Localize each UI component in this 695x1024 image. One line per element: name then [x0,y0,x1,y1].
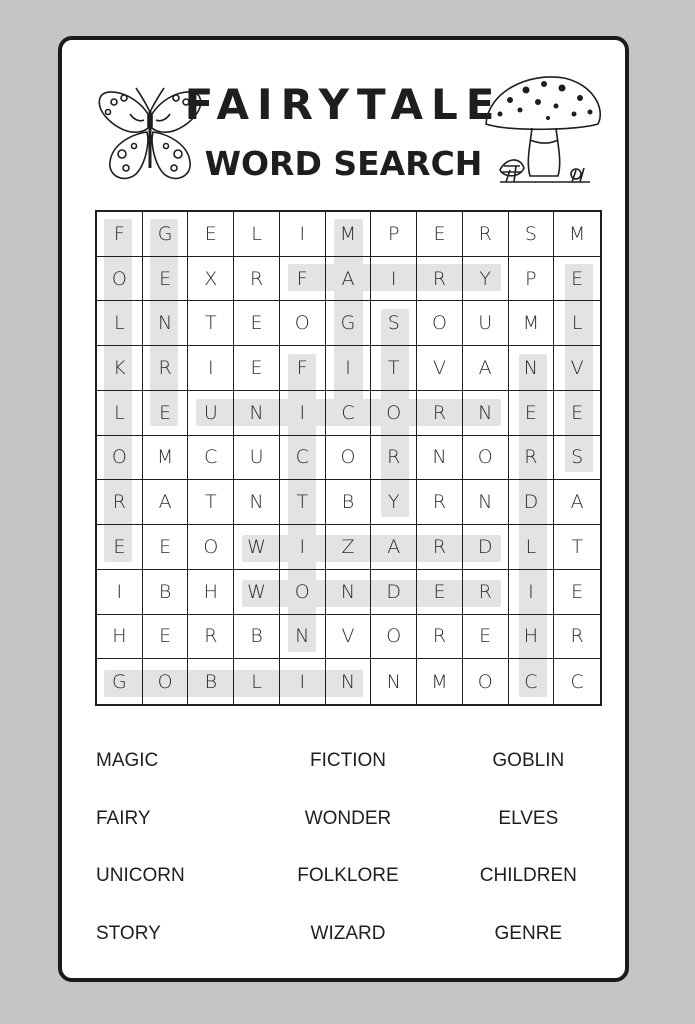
grid-cell[interactable]: D [463,525,509,570]
word-list-item: FICTION [309,750,386,771]
word-search-grid [95,210,602,706]
grid-cell[interactable]: I [280,212,326,257]
grid-cell[interactable]: E [143,615,189,660]
grid-cell[interactable]: G [97,659,143,704]
grid-cell[interactable]: D [371,570,417,615]
word-list-item: FAIRY [96,807,151,829]
grid-cell[interactable]: F [97,212,143,257]
grid-cell[interactable]: I [280,659,326,704]
grid-cell[interactable]: N [234,480,280,525]
grid-cell[interactable]: N [326,659,372,704]
word-list-item: GOBLIN [492,750,565,771]
grid-cell[interactable]: H [509,615,555,660]
grid-cell[interactable]: L [234,212,280,257]
title-word-search: WORD SEARCH [204,144,483,183]
grid-cell[interactable]: S [371,301,417,346]
grid-cell[interactable]: V [554,346,600,391]
grid-cell[interactable]: L [509,525,555,570]
grid-cell[interactable]: Z [326,525,372,570]
grid-cell[interactable]: E [554,570,600,615]
grid-cell[interactable]: N [234,391,280,436]
grid-cell[interactable]: G [143,212,189,257]
grid-cell[interactable]: O [280,301,326,346]
grid-cell[interactable]: R [417,615,463,660]
grid-cell[interactable]: Y [463,257,509,302]
grid-cell[interactable]: T [554,525,600,570]
grid-cell[interactable]: O [463,659,509,704]
grid-cell[interactable]: O [417,301,463,346]
grid-cell[interactable]: T [188,480,234,525]
grid-cell[interactable]: B [326,480,372,525]
grid-cell[interactable]: C [509,659,555,704]
grid-cell[interactable]: C [188,436,234,481]
word-list-item: STORY [96,922,161,944]
grid-cell[interactable]: S [554,436,600,481]
grid-cell[interactable]: I [188,346,234,391]
grid-cell[interactable]: O [188,525,234,570]
grid-cell[interactable]: I [280,525,326,570]
grid-cell[interactable]: E [509,391,555,436]
grid-cell[interactable]: M [326,212,372,257]
grid-cell[interactable]: F [280,346,326,391]
grid-cell[interactable]: I [280,391,326,436]
grid-cell[interactable]: N [509,346,555,391]
grid-cell[interactable]: N [143,301,189,346]
grid-cell[interactable]: R [417,480,463,525]
grid-cell[interactable]: U [463,301,509,346]
grid-cell[interactable]: R [463,212,509,257]
grid-cell[interactable]: M [554,212,600,257]
word-list-item: MAGIC [96,750,159,771]
grid-cell[interactable]: R [371,436,417,481]
grid-cell[interactable]: A [463,346,509,391]
grid-cell[interactable]: Y [371,480,417,525]
grid-cell[interactable]: U [234,436,280,481]
grid-cell[interactable]: P [509,257,555,302]
word-list-item: FOLKLORE [297,865,399,886]
grid-cell[interactable]: M [417,659,463,704]
grid-cell[interactable]: H [97,615,143,660]
grid-cell[interactable]: N [371,659,417,704]
grid-cell[interactable]: K [97,346,143,391]
grid-cell[interactable]: D [509,480,555,525]
grid-cell[interactable]: R [554,615,600,660]
grid-cell[interactable]: N [463,391,509,436]
grid-cell[interactable]: O [371,391,417,436]
grid-cell[interactable]: B [234,615,280,660]
puzzle-sheet [58,36,629,982]
grid-cell[interactable]: E [417,570,463,615]
grid-cell[interactable]: E [417,212,463,257]
grid-cell[interactable]: N [463,480,509,525]
grid-cell[interactable]: G [326,301,372,346]
grid-cell[interactable]: R [417,525,463,570]
grid-cell[interactable]: T [188,301,234,346]
grid-cell[interactable]: O [371,615,417,660]
grid-cell[interactable]: R [97,480,143,525]
grid-cell[interactable]: X [188,257,234,302]
grid-cell[interactable]: E [97,525,143,570]
word-list-item: CHILDREN [479,865,577,886]
grid-cell[interactable]: S [509,212,555,257]
grid-cell[interactable]: V [417,346,463,391]
grid-cell[interactable]: R [143,346,189,391]
grid-cell[interactable]: R [188,615,234,660]
grid-cell[interactable]: N [280,615,326,660]
grid-cell[interactable]: I [97,570,143,615]
grid-cell[interactable]: E [188,212,234,257]
grid-cell[interactable]: L [97,301,143,346]
grid-cell[interactable]: R [463,570,509,615]
grid-cell[interactable]: A [326,257,372,302]
grid-cell[interactable]: R [417,391,463,436]
grid-cell[interactable]: I [326,346,372,391]
word-list-item: ELVES [498,807,559,829]
grid-cell[interactable]: T [371,346,417,391]
grid-cell[interactable]: H [188,570,234,615]
grid-cell[interactable]: L [97,391,143,436]
grid-cell[interactable]: E [143,525,189,570]
grid-cell[interactable]: R [417,257,463,302]
grid-cell[interactable]: E [143,391,189,436]
word-list-item: GENRE [494,922,563,944]
grid-cell[interactable]: P [371,212,417,257]
grid-cell[interactable]: C [280,436,326,481]
grid-cell[interactable]: I [509,570,555,615]
word-list [88,750,608,970]
grid-cell[interactable]: R [234,257,280,302]
grid-cell[interactable]: I [371,257,417,302]
grid-cell[interactable]: A [371,525,417,570]
grid-cell[interactable]: U [188,391,234,436]
grid-cell[interactable]: A [554,480,600,525]
grid-cell[interactable]: F [280,257,326,302]
grid-cell[interactable]: W [234,570,280,615]
grid-cell[interactable]: E [554,257,600,302]
grid-cell[interactable]: E [234,301,280,346]
grid-cell[interactable]: N [326,570,372,615]
grid-cell[interactable]: V [326,615,372,660]
grid-cell[interactable]: O [97,436,143,481]
grid-cell[interactable]: C [570,670,584,693]
grid-cell[interactable]: O [280,570,326,615]
grid-cell[interactable]: A [143,480,189,525]
grid-cell[interactable]: E [234,346,280,391]
title-fairytale: FAIRYTALE [184,80,503,129]
grid-cell[interactable]: N [417,436,463,481]
grid-cell[interactable]: O [326,436,372,481]
word-list-item: UNICORN [96,865,185,886]
grid-cell[interactable]: O [143,659,189,704]
grid-cell[interactable]: M [509,301,555,346]
grid-cell[interactable]: T [280,480,326,525]
grid-cell[interactable]: W [234,525,280,570]
grid-cell[interactable]: R [509,436,555,481]
grid-cell[interactable]: O [463,436,509,481]
grid-cell[interactable]: B [143,570,189,615]
grid-cell[interactable]: B [188,659,234,704]
grid-cell[interactable]: L [554,301,600,346]
letter-grid [95,210,602,706]
grid-cell[interactable]: E [463,615,509,660]
grid-cell[interactable]: O [97,257,143,302]
grid-cell[interactable]: M [143,436,189,481]
grid-cell[interactable]: E [554,391,600,436]
grid-cell[interactable]: C [326,391,372,436]
word-list-item: WIZARD [310,922,386,944]
word-list-item: WONDER [304,807,392,829]
grid-cell[interactable]: L [234,659,280,704]
grid-cell[interactable]: E [143,257,189,302]
